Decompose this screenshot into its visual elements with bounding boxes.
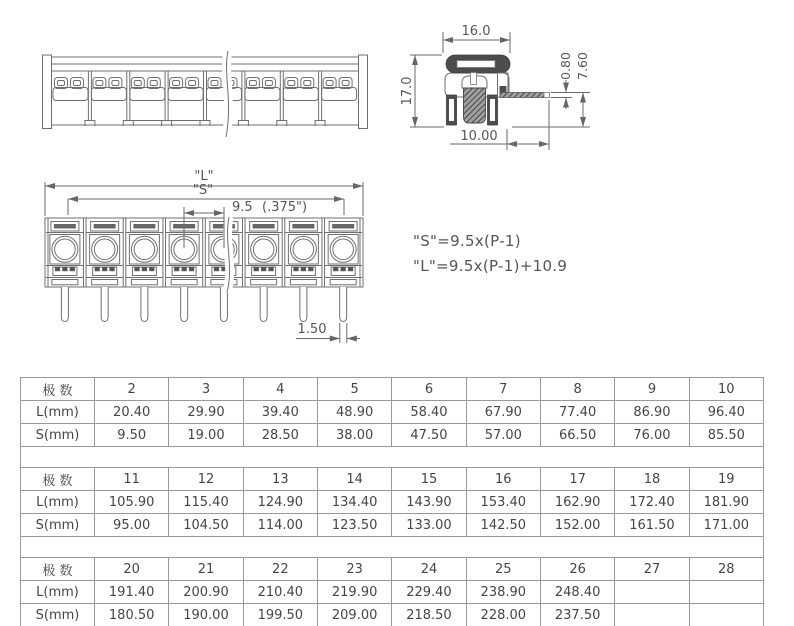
formula-l: "L"=9.5x(P-1)+10.9 [413, 257, 568, 275]
table-cell: 210.40 [243, 581, 317, 604]
table-cell: 25 [466, 558, 540, 581]
table-cell: 26 [540, 558, 614, 581]
dim-pitch-label: 9.5 [232, 200, 253, 215]
dim-height-label: 17.0 [400, 76, 415, 106]
table-row [21, 514, 764, 537]
dim-span-label: "S" [192, 183, 214, 198]
table-cell: 152.00 [540, 514, 614, 537]
table-cell: 39.40 [243, 401, 317, 424]
table-cell: 134.40 [317, 491, 391, 514]
table-cell: 47.50 [392, 424, 466, 447]
table-cell: 180.50 [95, 604, 169, 626]
table-cell: 7 [466, 378, 540, 401]
table-cell: 9.50 [95, 424, 169, 447]
table-cell: 58.40 [392, 401, 466, 424]
row-label-s: S(mm) [21, 514, 95, 537]
row-label-poles: 极 数 [21, 468, 95, 491]
table-cell: 153.40 [466, 491, 540, 514]
table-cell: 85.50 [689, 424, 763, 447]
table-cell: 22 [243, 558, 317, 581]
row-label-l: L(mm) [21, 581, 95, 604]
row-label-s: S(mm) [21, 604, 95, 626]
dim-length-label: "L" [194, 169, 214, 184]
table-cell: 142.50 [466, 514, 540, 537]
table-cell: 161.50 [615, 514, 689, 537]
table-cell: 16 [466, 468, 540, 491]
table-cell: 238.90 [466, 581, 540, 604]
table-cell: 11 [95, 468, 169, 491]
table-section-spacer [21, 537, 764, 558]
cross-section-view-drawing [400, 24, 590, 150]
table-cell: 124.90 [243, 491, 317, 514]
table-cell [615, 604, 689, 626]
table-row [21, 468, 764, 491]
dim-pin-width-label: 1.50 [297, 322, 327, 337]
table-row [21, 558, 764, 581]
row-label-poles: 极 数 [21, 558, 95, 581]
dim-pin-length-label: 10.00 [460, 129, 498, 144]
table-cell: 15 [392, 468, 466, 491]
table-cell: 38.00 [317, 424, 391, 447]
table-cell: 115.40 [169, 491, 243, 514]
formula-s: "S"=9.5x(P-1) [413, 232, 521, 250]
top-strip-view-drawing [43, 51, 368, 137]
table-cell: 57.00 [466, 424, 540, 447]
table-cell: 237.50 [540, 604, 614, 626]
solder-pin [500, 93, 544, 98]
table-cell: 3 [169, 378, 243, 401]
table-cell [689, 604, 763, 626]
table-cell: 10 [689, 378, 763, 401]
table-cell: 19.00 [169, 424, 243, 447]
table-cell: 2 [95, 378, 169, 401]
table-cell: 86.90 [615, 401, 689, 424]
table-cell [615, 581, 689, 604]
table-cell: 5 [317, 378, 391, 401]
table-cell: 66.50 [540, 424, 614, 447]
table-cell: 12 [169, 468, 243, 491]
table-cell: 209.00 [317, 604, 391, 626]
table-cell: 8 [540, 378, 614, 401]
table-cell: 4 [243, 378, 317, 401]
table-cell: 24 [392, 558, 466, 581]
table-row [21, 604, 764, 626]
dim-pin-offset-label: 7.60 [575, 52, 590, 80]
table-section-spacer [21, 447, 764, 468]
row-label-l: L(mm) [21, 491, 95, 514]
table-cell: 229.40 [392, 581, 466, 604]
table-cell: 14 [317, 468, 391, 491]
table-cell: 13 [243, 468, 317, 491]
table-cell: 172.40 [615, 491, 689, 514]
table-cell: 9 [615, 378, 689, 401]
row-label-l: L(mm) [21, 401, 95, 424]
spec-table [20, 377, 764, 626]
table-cell [689, 581, 763, 604]
table-cell: 28.50 [243, 424, 317, 447]
table-cell: 162.90 [540, 491, 614, 514]
table-cell: 67.90 [466, 401, 540, 424]
table-cell: 218.50 [392, 604, 466, 626]
table-row [21, 581, 764, 604]
table-cell: 96.40 [689, 401, 763, 424]
table-cell: 171.00 [689, 514, 763, 537]
table-cell: 219.90 [317, 581, 391, 604]
table-cell: 27 [615, 558, 689, 581]
table-cell: 23 [317, 558, 391, 581]
table-cell: 104.50 [169, 514, 243, 537]
table-cell: 114.00 [243, 514, 317, 537]
table-cell: 17 [540, 468, 614, 491]
row-label-poles: 极 数 [21, 378, 95, 401]
table-cell: 76.00 [615, 424, 689, 447]
table-cell: 200.90 [169, 581, 243, 604]
table-cell: 77.40 [540, 401, 614, 424]
dim-width-label: 16.0 [461, 24, 491, 39]
table-cell: 18 [615, 468, 689, 491]
table-cell: 105.90 [95, 491, 169, 514]
dim-pitch-inch-label: (.375") [262, 200, 308, 215]
spec-table-body [21, 378, 764, 626]
table-cell: 228.00 [466, 604, 540, 626]
row-label-s: S(mm) [21, 424, 95, 447]
table-cell: 21 [169, 558, 243, 581]
table-cell: 143.90 [392, 491, 466, 514]
table-row [21, 491, 764, 514]
front-view-drawing [45, 169, 363, 343]
table-row [21, 424, 764, 447]
table-cell: 181.90 [689, 491, 763, 514]
table-cell: 133.00 [392, 514, 466, 537]
table-row [21, 378, 764, 401]
table-cell: 191.40 [95, 581, 169, 604]
table-cell: 48.90 [317, 401, 391, 424]
table-cell: 20.40 [95, 401, 169, 424]
table-cell: 6 [392, 378, 466, 401]
table-cell: 20 [95, 558, 169, 581]
table-cell: 123.50 [317, 514, 391, 537]
table-cell: 28 [689, 558, 763, 581]
table-cell: 95.00 [95, 514, 169, 537]
table-cell: 190.00 [169, 604, 243, 626]
table-cell: 29.90 [169, 401, 243, 424]
table-cell: 19 [689, 468, 763, 491]
dim-pin-thickness-label: 0.80 [558, 52, 573, 80]
table-row [21, 401, 764, 424]
table-cell: 199.50 [243, 604, 317, 626]
table-cell: 248.40 [540, 581, 614, 604]
